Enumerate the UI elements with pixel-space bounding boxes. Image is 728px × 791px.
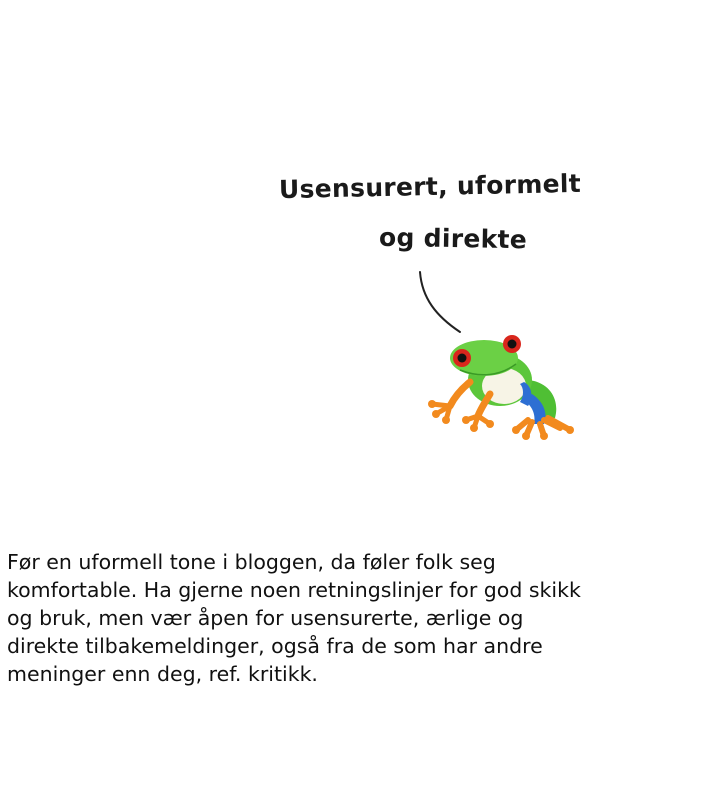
speech-line-2: og direkte <box>378 222 528 255</box>
main-paragraph <box>7 548 722 688</box>
paragraph-line: Før en uformell tone i bloggen, da føler folk seg <box>7 550 496 574</box>
frog-icon <box>420 320 585 440</box>
paragraph-line: meninger enn deg, ref. kritikk. <box>7 662 318 686</box>
paragraph-line: og bruk, men vær åpen for usensurerte, ærlige og <box>7 606 524 630</box>
paragraph-line: komfortable. Ha gjerne noen retningslinjer for god skikk <box>7 578 581 602</box>
speech-caption <box>250 168 590 255</box>
speech-line-1: Usensurert, uformelt <box>278 168 582 205</box>
paragraph-line: direkte tilbakemeldinger, også fra de som har andre <box>7 634 543 658</box>
